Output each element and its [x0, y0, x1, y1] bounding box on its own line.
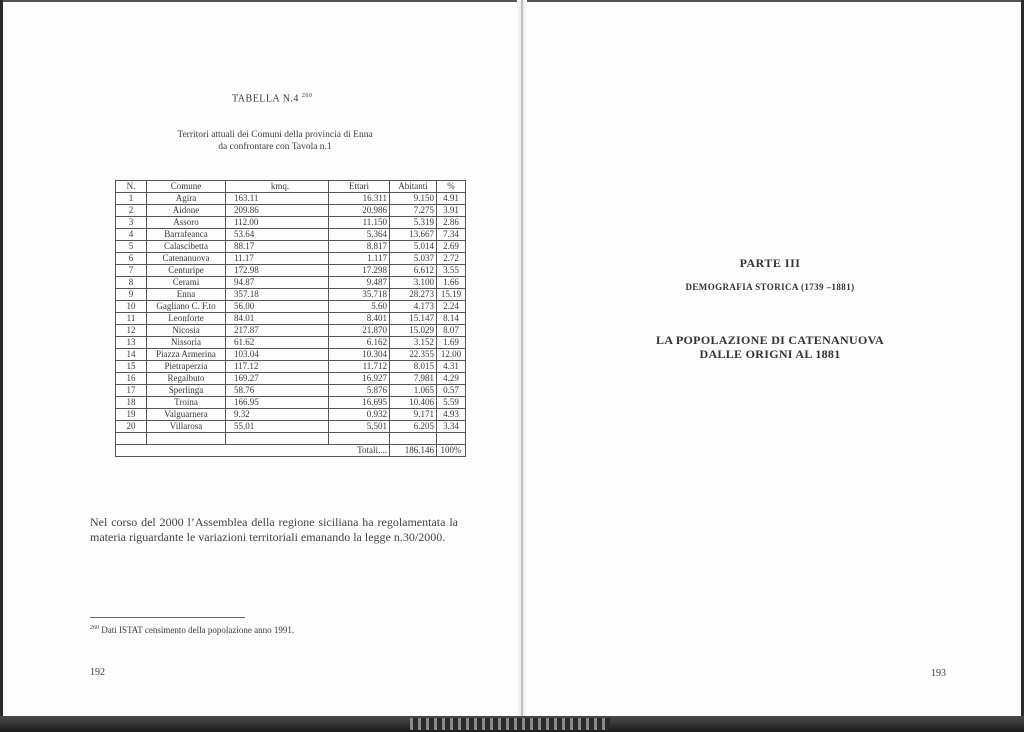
cell-percent: 1.66	[437, 277, 466, 289]
cell-abitanti: 28.273	[390, 289, 437, 301]
cell-percent: 4.93	[437, 409, 466, 421]
cell-comune: Troina	[147, 397, 226, 409]
table-spacer-row	[116, 433, 466, 445]
cell-abitanti: 15.147	[390, 313, 437, 325]
footnote	[90, 625, 294, 635]
cell-comune: Piazza Armerina	[147, 349, 226, 361]
cell-abitanti: 5.014	[390, 241, 437, 253]
cell-kmq: 88.17	[226, 241, 329, 253]
footnote-ref: 260	[90, 625, 99, 631]
cell-number: 7	[116, 265, 147, 277]
cell-abitanti: 5.037	[390, 253, 437, 265]
cell-kmq: 84.01	[226, 313, 329, 325]
totals-row	[116, 445, 466, 457]
cell-kmq: 56.00	[226, 301, 329, 313]
cell-kmq: 9.32	[226, 409, 329, 421]
cell-ettari: 5.876	[329, 385, 390, 397]
section-heading: DEMOGRAFIA STORICA (1739 –1881)	[685, 282, 855, 292]
cell-number: 1	[116, 193, 147, 205]
spacer-cell	[116, 433, 147, 445]
top-edge	[0, 0, 1024, 2]
table-row	[116, 265, 466, 277]
totals-label: Totali....	[116, 445, 390, 457]
scanner-marks	[410, 718, 610, 730]
cell-percent: 8.07	[437, 325, 466, 337]
cell-number: 5	[116, 241, 147, 253]
cell-kmq: 117.12	[226, 361, 329, 373]
cell-abitanti: 8.015	[390, 361, 437, 373]
footnote-text: Dati ISTAT censimento della popolazione anno 1991.	[101, 625, 295, 635]
table-row	[116, 325, 466, 337]
cell-comune: Pietraperzia	[147, 361, 226, 373]
cell-abitanti: 13.667	[390, 229, 437, 241]
cell-comune: Regalbuto	[147, 373, 226, 385]
cell-percent: 3.91	[437, 205, 466, 217]
cell-abitanti: 5.319	[390, 217, 437, 229]
cell-percent: 4.31	[437, 361, 466, 373]
cell-abitanti: 7.981	[390, 373, 437, 385]
cell-kmq: 217.87	[226, 325, 329, 337]
table-row	[116, 229, 466, 241]
cell-number: 9	[116, 289, 147, 301]
cell-kmq: 357.18	[226, 289, 329, 301]
part-heading: PARTE III	[739, 256, 801, 270]
chapter-title	[620, 333, 920, 361]
cell-comune: Assoro	[147, 217, 226, 229]
page-number-left: 192	[90, 667, 105, 678]
cell-kmq: 172.98	[226, 265, 329, 277]
book-gutter	[517, 0, 527, 716]
cell-comune: Centuripe	[147, 265, 226, 277]
cell-abitanti: 9.171	[390, 409, 437, 421]
cell-percent: 2.72	[437, 253, 466, 265]
header-comune: Comune	[147, 181, 226, 193]
header-ettari: Ettari	[329, 181, 390, 193]
cell-ettari: 5.501	[329, 421, 390, 433]
cell-comune: Catenanuova	[147, 253, 226, 265]
cell-number: 15	[116, 361, 147, 373]
cell-kmq: 94.87	[226, 277, 329, 289]
cell-abitanti: 3.100	[390, 277, 437, 289]
cell-number: 8	[116, 277, 147, 289]
cell-ettari: 20.986	[329, 205, 390, 217]
cell-percent: 4.91	[437, 193, 466, 205]
cell-ettari: 21.870	[329, 325, 390, 337]
table-title: TABELLA N.4 $^{260}$	[232, 93, 313, 105]
footnote-rule	[90, 617, 245, 618]
cell-ettari: 5.60	[329, 301, 390, 313]
cell-percent: 3.34	[437, 421, 466, 433]
spacer-cell	[390, 433, 437, 445]
cell-abitanti: 7.275	[390, 205, 437, 217]
table-header-row	[116, 181, 466, 193]
cell-kmq: 53.64	[226, 229, 329, 241]
header-kmq: kmq.	[226, 181, 329, 193]
cell-ettari: 8.401	[329, 313, 390, 325]
cell-percent: 0.57	[437, 385, 466, 397]
cell-comune: Cerami	[147, 277, 226, 289]
cell-percent: 2.24	[437, 301, 466, 313]
cell-kmq: 209.86	[226, 205, 329, 217]
cell-abitanti: 10.406	[390, 397, 437, 409]
chapter-title-line2: DALLE ORIGNI AL 1881	[699, 347, 841, 361]
cell-kmq: 103.04	[226, 349, 329, 361]
cell-abitanti: 3.152	[390, 337, 437, 349]
cell-kmq: 58.76	[226, 385, 329, 397]
cell-ettari: 8.817	[329, 241, 390, 253]
table-row	[116, 373, 466, 385]
cell-ettari: 0.932	[329, 409, 390, 421]
cell-percent: 3.55	[437, 265, 466, 277]
cell-percent: 2.86	[437, 217, 466, 229]
cell-kmq: 11.17	[226, 253, 329, 265]
cell-number: 2	[116, 205, 147, 217]
table-row	[116, 313, 466, 325]
cell-comune: Aidone	[147, 205, 226, 217]
cell-ettari: 5.364	[329, 229, 390, 241]
cell-ettari: 16.927	[329, 373, 390, 385]
cell-number: 14	[116, 349, 147, 361]
cell-comune: Agira	[147, 193, 226, 205]
table-subtitle	[110, 129, 440, 153]
cell-ettari: 9.487	[329, 277, 390, 289]
cell-ettari: 17.298	[329, 265, 390, 277]
table-row	[116, 337, 466, 349]
cell-abitanti: 4.173	[390, 301, 437, 313]
spacer-cell	[226, 433, 329, 445]
cell-comune: Gagliano C. F.to	[147, 301, 226, 313]
cell-abitanti: 15.029	[390, 325, 437, 337]
cell-abitanti: 6.205	[390, 421, 437, 433]
table-row	[116, 301, 466, 313]
table-row	[116, 253, 466, 265]
cell-ettari: 6.162	[329, 337, 390, 349]
cell-number: 6	[116, 253, 147, 265]
table-row	[116, 241, 466, 253]
cell-percent: 15.19	[437, 289, 466, 301]
spacer-cell	[147, 433, 226, 445]
cell-kmq: 166.95	[226, 397, 329, 409]
table-row	[116, 409, 466, 421]
table-row	[116, 385, 466, 397]
table-row	[116, 217, 466, 229]
cell-kmq: 112.00	[226, 217, 329, 229]
cell-ettari: 16.695	[329, 397, 390, 409]
cell-comune: Nissoria	[147, 337, 226, 349]
cell-percent: 8.14	[437, 313, 466, 325]
cell-comune: Valguarnera	[147, 409, 226, 421]
left-edge	[0, 0, 3, 716]
header-abitanti: Abitanti	[390, 181, 437, 193]
cell-comune: Sperlinga	[147, 385, 226, 397]
cell-number: 12	[116, 325, 147, 337]
cell-abitanti: 6.612	[390, 265, 437, 277]
spacer-cell	[437, 433, 466, 445]
cell-number: 4	[116, 229, 147, 241]
cell-kmq: 61.62	[226, 337, 329, 349]
cell-comune: Villarosa	[147, 421, 226, 433]
cell-ettari: 16.311	[329, 193, 390, 205]
table-row	[116, 349, 466, 361]
cell-abitanti: 9.150	[390, 193, 437, 205]
cell-percent: 2.69	[437, 241, 466, 253]
header-percent: %	[437, 181, 466, 193]
table-row	[116, 421, 466, 433]
page-number-right: 193	[931, 668, 946, 679]
cell-kmq: 169.27	[226, 373, 329, 385]
cell-ettari: 11.712	[329, 361, 390, 373]
cell-comune: Calascibetta	[147, 241, 226, 253]
totals-abitanti: 186.146	[390, 445, 437, 457]
cell-abitanti: 1.065	[390, 385, 437, 397]
table-row	[116, 205, 466, 217]
cell-number: 11	[116, 313, 147, 325]
cell-number: 19	[116, 409, 147, 421]
table-row	[116, 277, 466, 289]
table-row	[116, 361, 466, 373]
cell-ettari: 1.117	[329, 253, 390, 265]
cell-number: 10	[116, 301, 147, 313]
cell-percent: 7.34	[437, 229, 466, 241]
cell-ettari: 35.718	[329, 289, 390, 301]
totals-percent: 100%	[437, 445, 466, 457]
cell-number: 20	[116, 421, 147, 433]
table-row	[116, 397, 466, 409]
body-paragraph: Nel corso del 2000 l’Assemblea della regione siciliana ha regolamentata la materia riguardante le variazioni territoriali emanando la legge n.30/2000.	[90, 515, 458, 544]
spacer-cell	[329, 433, 390, 445]
table-subtitle-line2: da confrontare con Tavola n.1	[218, 142, 332, 152]
cell-comune: Nicosia	[147, 325, 226, 337]
cell-number: 3	[116, 217, 147, 229]
table-title-note-ref: 260	[301, 93, 313, 99]
cell-ettari: 10.304	[329, 349, 390, 361]
chapter-title-line1: LA POPOLAZIONE DI CATENANUOVA	[656, 333, 884, 347]
cell-comune: Enna	[147, 289, 226, 301]
cell-abitanti: 22.355	[390, 349, 437, 361]
cell-percent: 1.69	[437, 337, 466, 349]
cell-percent: 4.29	[437, 373, 466, 385]
table-subtitle-line1: Territori attuali dei Comuni della provincia di Enna	[177, 130, 373, 140]
comuni-table	[115, 180, 466, 457]
cell-comune: Leonforte	[147, 313, 226, 325]
cell-kmq: 163.11	[226, 193, 329, 205]
cell-ettari: 11.150	[329, 217, 390, 229]
cell-number: 18	[116, 397, 147, 409]
cell-percent: 12.00	[437, 349, 466, 361]
table-row	[116, 289, 466, 301]
cell-number: 17	[116, 385, 147, 397]
cell-kmq: 55.01	[226, 421, 329, 433]
cell-number: 16	[116, 373, 147, 385]
cell-comune: Barrafeanca	[147, 229, 226, 241]
cell-percent: 5.59	[437, 397, 466, 409]
table-row	[116, 193, 466, 205]
header-number: N.	[116, 181, 147, 193]
cell-number: 13	[116, 337, 147, 349]
